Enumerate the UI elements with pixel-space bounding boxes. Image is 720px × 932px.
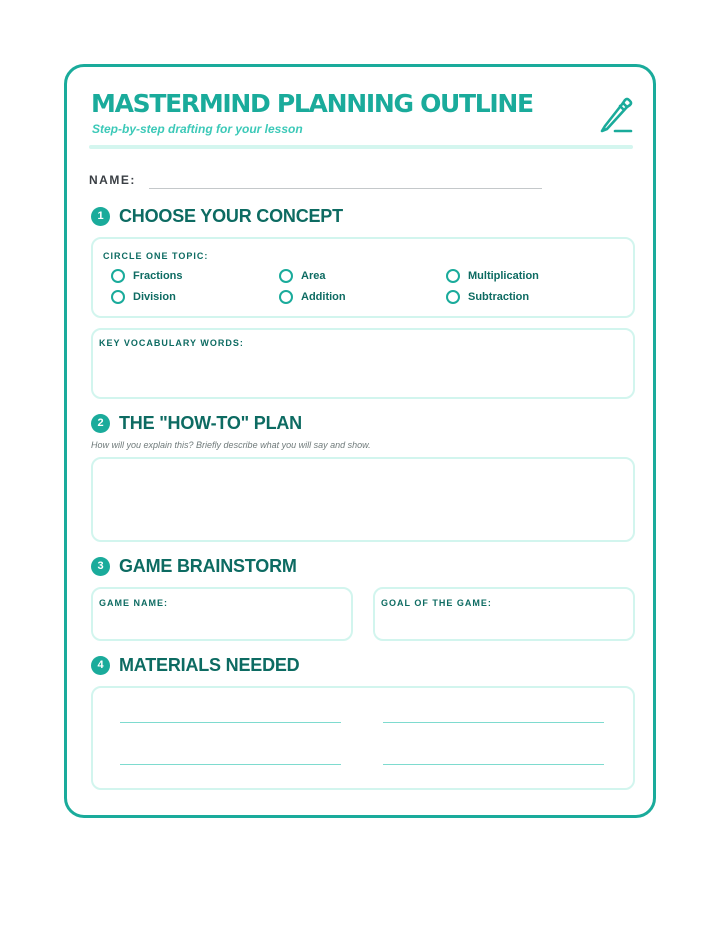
- topic-option-addition[interactable]: [279, 290, 346, 304]
- topic-option-label: Multiplication: [468, 270, 539, 282]
- topic-option-fractions[interactable]: [111, 269, 183, 283]
- plan-hint: How will you explain this? Briefly describe what you will say and show.: [91, 440, 371, 450]
- section-3-number: 3: [91, 557, 110, 576]
- topic-option-multiplication[interactable]: [446, 269, 539, 283]
- game-name-box[interactable]: [91, 587, 353, 641]
- materials-line[interactable]: [383, 764, 604, 765]
- radio-circle-icon[interactable]: [446, 269, 460, 283]
- section-1-title: CHOOSE YOUR CONCEPT: [119, 206, 343, 226]
- materials-line[interactable]: [120, 722, 341, 723]
- topic-option-area[interactable]: [279, 269, 325, 283]
- title-divider: [89, 145, 633, 149]
- topic-option-subtraction[interactable]: [446, 290, 529, 304]
- section-2-title: THE "HOW-TO" PLAN: [119, 413, 302, 433]
- materials-line[interactable]: [383, 722, 604, 723]
- topic-option-label: Fractions: [133, 270, 183, 282]
- vocab-label: KEY VOCABULARY WORDS:: [99, 338, 244, 348]
- topic-option-label: Addition: [301, 291, 346, 303]
- name-input-line[interactable]: [149, 188, 542, 189]
- game-name-label: GAME NAME:: [99, 598, 168, 608]
- materials-box: [91, 686, 635, 790]
- section-4-number: 4: [91, 656, 110, 675]
- topic-option-label: Division: [133, 291, 176, 303]
- vocab-box[interactable]: [91, 328, 635, 399]
- section-1-number: 1: [91, 207, 110, 226]
- topic-option-label: Area: [301, 270, 326, 282]
- worksheet-frame: [64, 64, 656, 818]
- topic-option-label: Subtraction: [468, 291, 530, 303]
- radio-circle-icon[interactable]: [111, 269, 125, 283]
- topic-option-division[interactable]: [111, 290, 176, 304]
- section-2-number: 2: [91, 414, 110, 433]
- pencil-icon: [597, 95, 635, 135]
- game-goal-label: GOAL OF THE GAME:: [381, 598, 492, 608]
- name-label: NAME:: [89, 173, 136, 187]
- topic-box: [91, 237, 635, 318]
- materials-line[interactable]: [120, 764, 341, 765]
- plan-box[interactable]: [91, 457, 635, 542]
- radio-circle-icon[interactable]: [279, 269, 293, 283]
- radio-circle-icon[interactable]: [111, 290, 125, 304]
- page-subtitle: Step-by-step drafting for your lesson: [92, 122, 303, 136]
- page-title: MASTERMIND PLANNING OUTLINE: [91, 89, 533, 118]
- game-goal-box[interactable]: [373, 587, 635, 641]
- topic-label: CIRCLE ONE TOPIC:: [103, 251, 209, 261]
- radio-circle-icon[interactable]: [446, 290, 460, 304]
- radio-circle-icon[interactable]: [279, 290, 293, 304]
- section-3-title: GAME BRAINSTORM: [119, 556, 297, 576]
- section-4-title: MATERIALS NEEDED: [119, 655, 300, 675]
